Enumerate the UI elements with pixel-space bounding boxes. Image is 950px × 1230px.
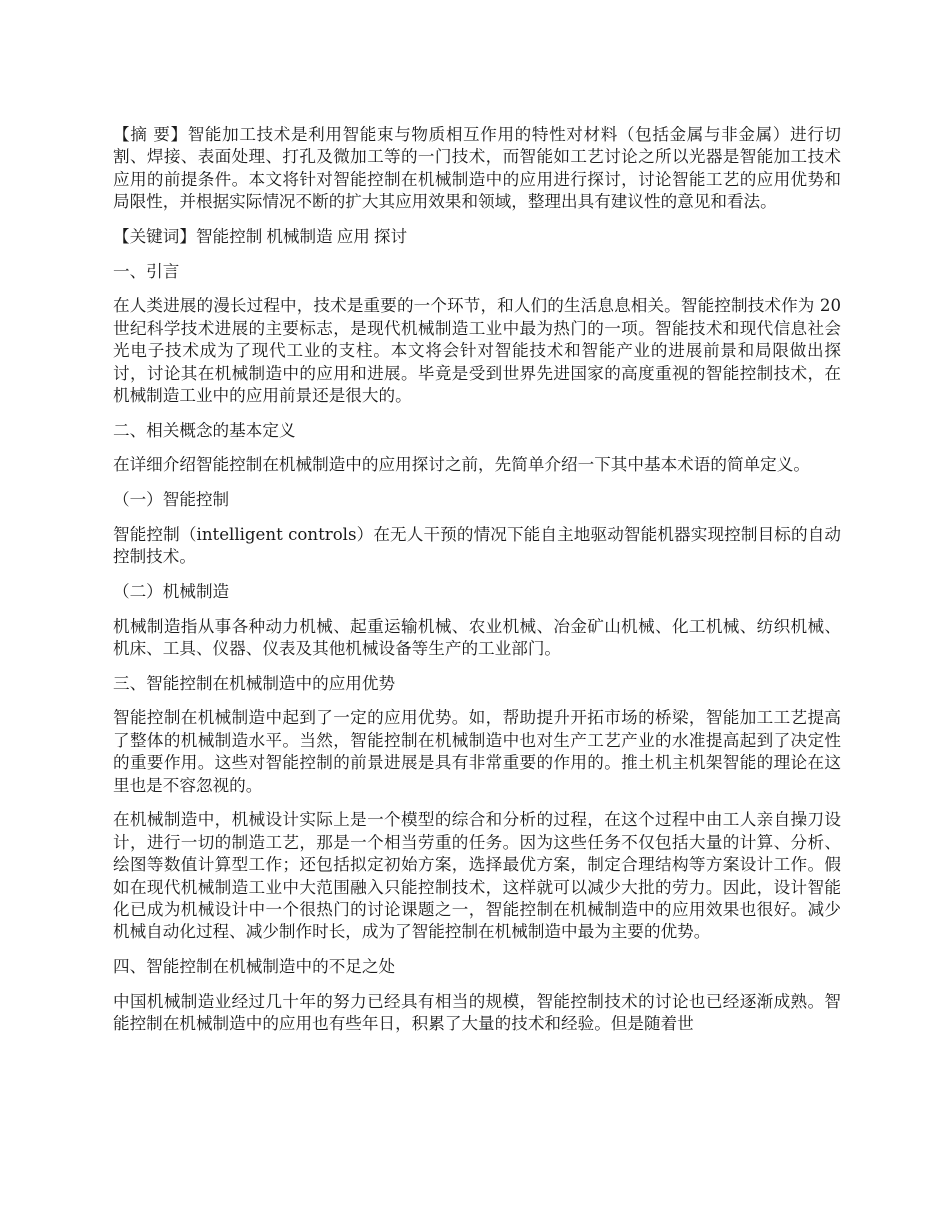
body-paragraph: 智能控制（intelligent controls）在无人干预的情况下能自主地驱动智能机器实现控制目标的自动控制技术。 — [113, 524, 841, 567]
keyword-term: 应用 — [336, 226, 370, 246]
abstract-text: 智能加工技术是利用智能束与物质相互作用的特性对材料（包括金属与非金属）进行切割、焊接、表面处理、打孔及微加工等的一门技术，而智能如工艺讨论之所以光器是智能加工技术应用的前提条件。本文将针对智能控制在机械制造中的应用进行探讨，讨论智能工艺的应用优势和局限性，并根据实际情况不断的扩大其应用效果和领域，整理出具有建议性的意见和看法。 — [113, 125, 841, 212]
keyword-term: 探讨 — [373, 226, 408, 246]
keywords-paragraph — [113, 226, 841, 248]
body-paragraph: 机械制造指从事各种动力机械、起重运输机械、农业机械、冶金矿山机械、化工机械、纺织机械、机床、工具、仪器、仪表及其他机械设备等生产的工业部门。 — [113, 616, 841, 658]
body-paragraph: 在详细介绍智能控制在机械制造中的应用探讨之前，先简单介绍一下其中基本术语的简单定义。 — [113, 455, 810, 475]
section-heading-shortcomings: 四、智能控制在机械制造中的不足之处 — [113, 957, 396, 977]
keyword-term: 机械制造 — [266, 226, 333, 246]
keywords-label: 【关键词】 — [113, 226, 196, 246]
body-paragraph: 在人类进展的漫长过程中，技术是重要的一个环节，和人们的生活息息相关。智能控制技术作为 20 世纪科学技术进展的主要标志，是现代机械制造工业中最为热门的一项。智能技术和现代信息社会光电子技术成为了现代工业的支柱。本文将会针对智能技术和智能产业的进展前景和局限做出探讨，讨论其在机械制造中的应用和进展。毕竟是受到世界先进国家的高度重视的智能控制技术，在机械制造工业中的应用前景还是很大的。 — [113, 296, 841, 405]
section-heading-definitions: 二、相关概念的基本定义 — [113, 420, 296, 440]
body-paragraph: 在机械制造中，机械设计实际上是一个模型的综合和分析的过程，在这个过程中由工人亲自操刀设计，进行一切的制造工艺，那是一个相当劳重的任务。因为这些任务不仅包括大量的计算、分析、绘图等数值计算型工作；还包括拟定初始方案，选择最优方案，制定合理结构等方案设计工作。假如在现代机械制造工业中大范围融入只能控制技术，这样就可以减少大批的劳力。因此，设计智能化已成为机械设计中一个很热门的讨论课题之一，智能控制在机械制造中的应用效果也很好。减少机械自动化过程、减少制作时长，成为了智能控制在机械制造中最为主要的优势。 — [113, 810, 841, 942]
body-paragraph: 智能控制在机械制造中起到了一定的应用优势。如，帮助提升开拓市场的桥梁，智能加工工艺提高了整体的机械制造水平。当然，智能控制在机械制造中也对生产工艺产业的水准提高起到了决定性的重要作用。这些对智能控制的前景进展是具有非常重要的作用的。推土机主机架智能的理论在这里也是不容忽视的。 — [113, 708, 841, 795]
subsection-heading-intelligent-control: （一）智能控制 — [113, 490, 230, 510]
subsection-heading-mechanical-manufacturing: （二）机械制造 — [113, 581, 230, 601]
keyword-term: 智能控制 — [195, 226, 263, 246]
body-paragraph: 中国机械制造业经过几十年的努力已经具有相当的规模，智能控制技术的讨论也已经逐渐成熟。智能控制在机械制造中的应用也有些年日，积累了大量的技术和经验。但是随着世 — [113, 991, 841, 1034]
section-heading-advantages: 三、智能控制在机械制造中的应用优势 — [113, 673, 396, 693]
abstract-label: 【摘 要】 — [113, 125, 188, 144]
document-page — [113, 124, 841, 1048]
abstract-paragraph — [113, 124, 841, 214]
section-heading-introduction: 一、引言 — [113, 261, 180, 281]
